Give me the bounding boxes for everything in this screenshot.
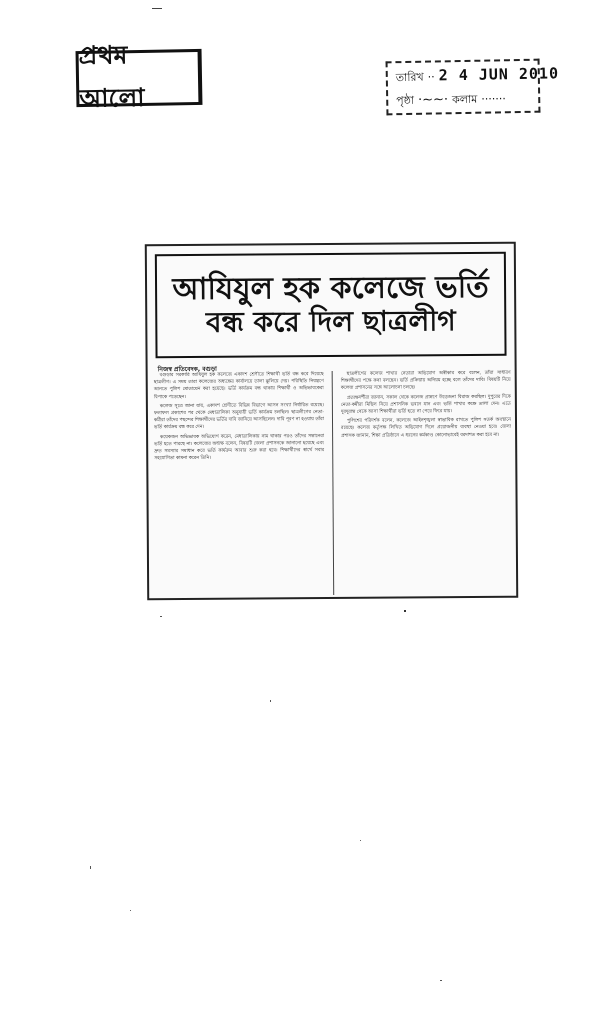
- paragraph: ছাত্রলীগের কলেজ শাখার নেতারা অভিযোগ অস্বীকার করে বলেন, তাঁরা সাধারণ শিক্ষার্থীদের পক্ষে কথা বলছেন। ভর্তি প্রক্রিয়ায় অনিয়ম হচ্ছে বলে তাঁদের দাবি। বিষয়টি নিয়ে কলেজ প্রশাসনের সঙ্গে আলোচনা চলছে।: [340, 370, 511, 392]
- date-value: 2 4 JUN 2010: [438, 64, 560, 85]
- paragraph: প্রত্যক্ষদর্শীরা জানান, সকাল থেকে কলেজ প্রাঙ্গণে উত্তেজনা বিরাজ করছিল। দুপুরের দিকে নেতা-কর্মীরা মিছিল নিয়ে প্রশাসনিক ভবনে যান এবং ভর্তি শাখার কক্ষে তালা দেন। এতে দূরদূরান্ত থেকে আসা শিক্ষার্থীরা ভর্তি হতে না পেরে ফিরে যায়।: [340, 394, 511, 415]
- article-column-left: [154, 371, 326, 596]
- newspaper-name-box: [76, 40, 203, 114]
- date-label: তারিখ: [395, 70, 424, 85]
- paragraph: বগুড়ার সরকারি আযিযুল হক কলেজে একাদশ শ্রেণীতে শিক্ষার্থী ভর্তি বন্ধ করে দিয়েছে ছাত্রলীগ। এ সময় তারা কলেজের অধ্যক্ষের কার্যালয়ে তালা ঝুলিয়ে দেয়। পরিস্থিতি নিয়ন্ত্রণে আনতে পুলিশ মোতায়েন করা হয়েছে। ভর্তি কার্যক্রম বন্ধ থাকায় শিক্ষার্থী ও অভিভাবকেরা বিপাকে পড়েছেন।: [153, 372, 324, 400]
- byline: নিজস্ব প্রতিবেদক, বগুড়া: [157, 365, 217, 374]
- article-column-right: [341, 370, 513, 595]
- headline-line-1: আযিযুল হক কলেজে ভর্তি: [172, 269, 489, 307]
- paragraph: কয়েকজন অভিভাবক অভিযোগ করেন, মেধাতালিকায় নাম থাকার পরও তাঁদের সন্তানেরা ভর্তি হতে পারছে না। কলেজের অধ্যক্ষ বলেন, বিষয়টি জেলা প্রশাসনকে জানানো হয়েছে এবং দ্রুত সমস্যার সমাধান করে ভর্তি কার্যক্রম আবার শুরু করা হবে। শিক্ষার্থীদের স্বার্থে সবার সহযোগিতা কামনা করেন তিনি।: [154, 433, 325, 462]
- article-body: [154, 370, 513, 596]
- date-stamp: তারিখ ·· 2 4 JUN 2010 পৃষ্ঠা ·~~· কলাম ·······: [386, 59, 541, 116]
- newspaper-name: প্রথম আলো: [78, 40, 145, 114]
- paragraph: কলেজ সূত্রে জানা যায়, একাদশ শ্রেণীতে বিভিন্ন বিভাগে আসন সংখ্যা নির্ধারিত রয়েছে। ফলাফল প্রকাশের পর থেকে মেধাতালিকা অনুযায়ী ভর্তি কার্যক্রম চলছিল। ছাত্রলীগের নেতা-কর্মীরা তাঁদের পছন্দের শিক্ষার্থীদের ভর্তির দাবি জানিয়ে আসছিলেন। দাবি পূরণ না হওয়ায় তাঁরা ভর্তি কার্যক্রম বন্ধ করে দেন।: [153, 402, 325, 431]
- column-divider: [332, 371, 335, 595]
- page-scribble: ·~~·: [417, 92, 449, 108]
- column-label: কলাম: [451, 92, 478, 107]
- newspaper-clipping: [145, 242, 518, 601]
- page-label: পৃষ্ঠা: [396, 93, 415, 108]
- headline-box: [155, 252, 507, 358]
- headline-line-2: বন্ধ করে দিল ছাত্রলীগ: [205, 304, 456, 340]
- paragraph: পুলিশের পরিদর্শক বলেন, কলেজে আইনশৃঙ্খলা স্বাভাবিক রাখতে পুলিশ সতর্ক অবস্থানে রয়েছে। কলেজ কর্তৃপক্ষ লিখিত অভিযোগ দিলে প্রয়োজনীয় ব্যবস্থা নেওয়া হবে। জেলা প্রশাসক জানান, শিক্ষা প্রতিষ্ঠানে এ ধরনের কর্মকাণ্ড কোনোভাবেই বরদাশত করা হবে না।: [341, 417, 512, 439]
